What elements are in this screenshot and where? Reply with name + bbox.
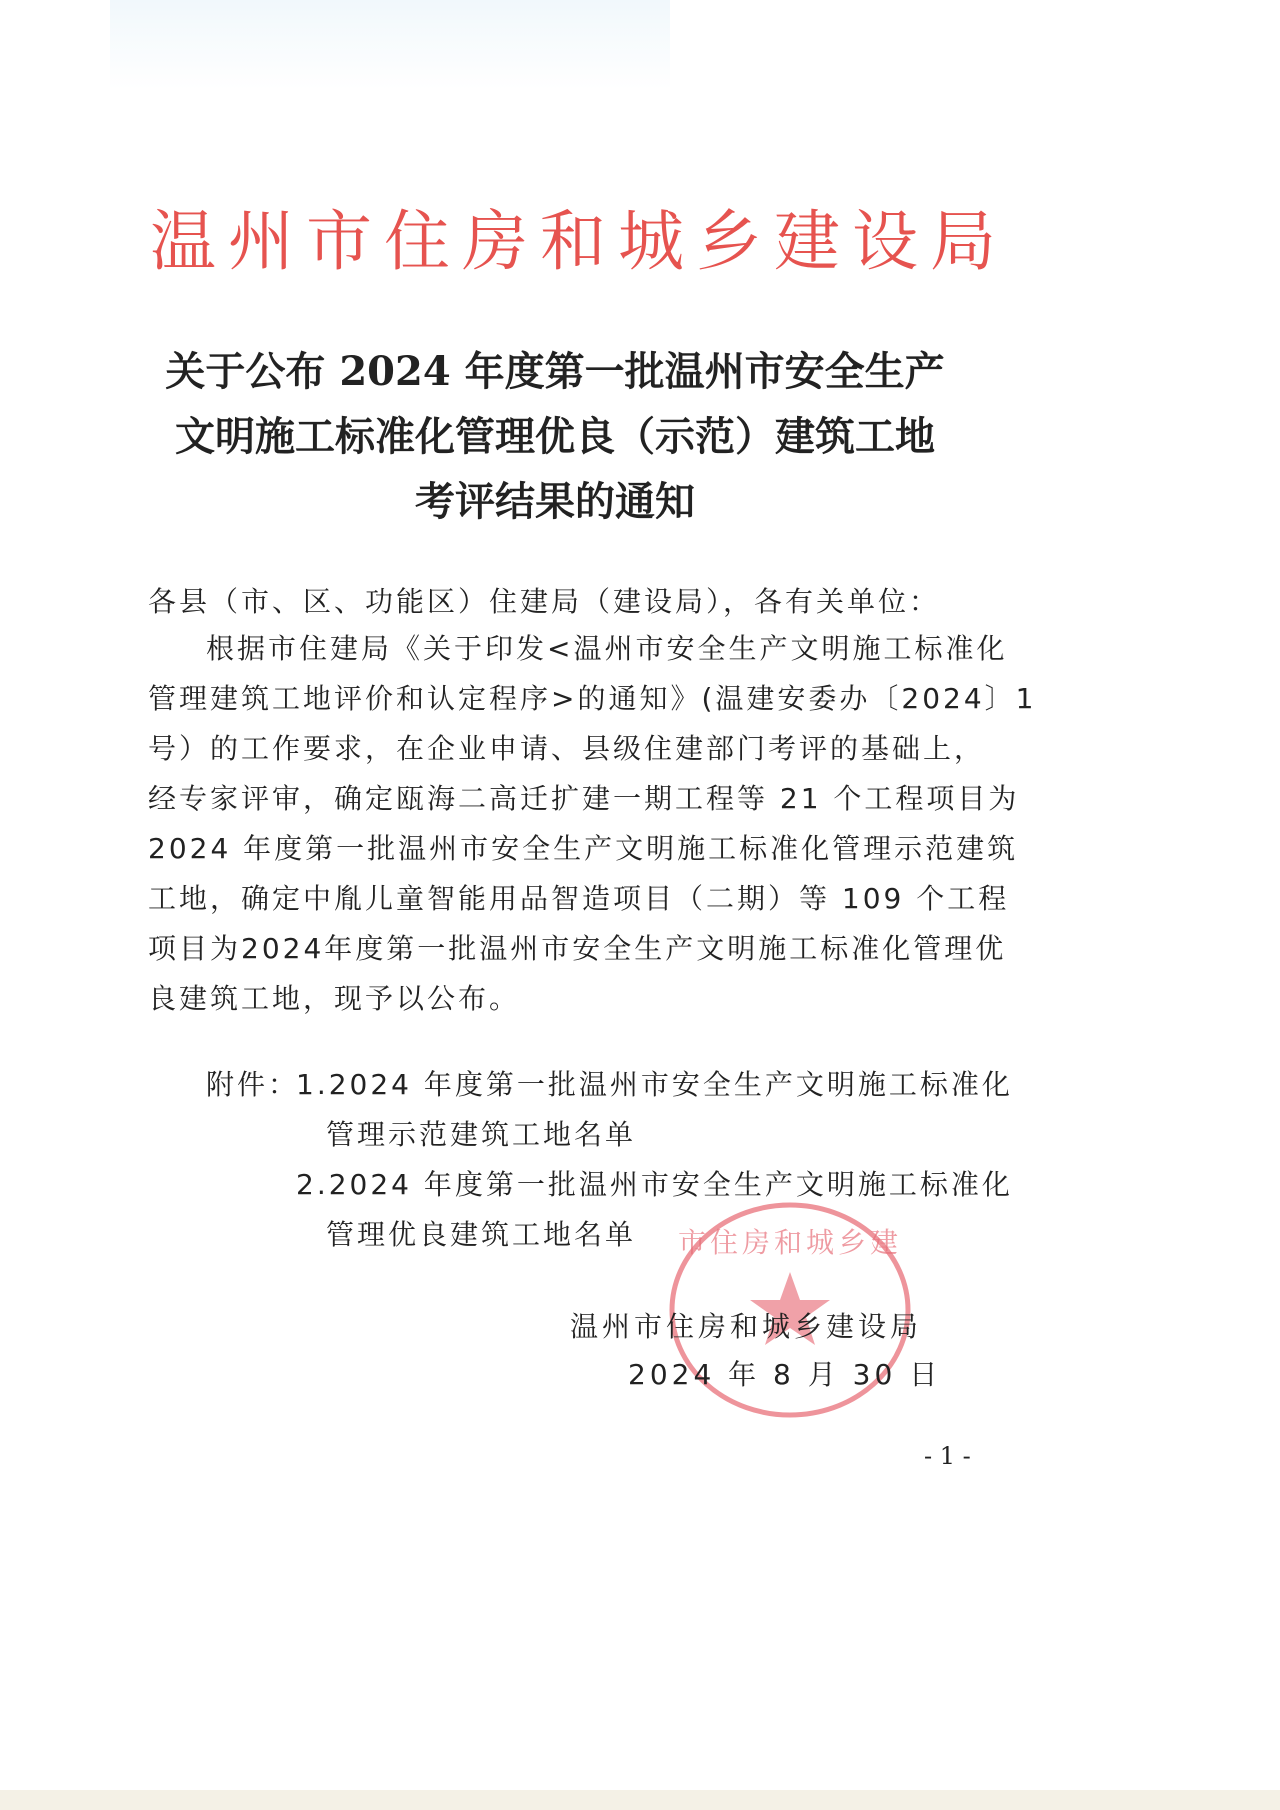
svg-text:市住房和城乡建: 市住房和城乡建: [677, 1226, 903, 1259]
paragraph-line: 2024 年度第一批温州市安全生产文明施工标准化管理示范建筑: [148, 832, 1019, 865]
scan-edge: [0, 1790, 1280, 1810]
attachment-2-line-1[interactable]: 2.2024 年度第一批温州市安全生产文明施工标准化: [296, 1168, 1013, 1201]
attachment-1-line-2[interactable]: 管理示范建筑工地名单: [326, 1118, 637, 1151]
attachment-2-line-2[interactable]: 管理优良建筑工地名单: [326, 1218, 637, 1251]
salutation: 各县（市、区、功能区）住建局（建设局），各有关单位：: [148, 585, 941, 618]
title-line-1: 关于公布 2024 年度第一批温州市安全生产: [165, 348, 945, 395]
paragraph-line: 项目为2024年度第一批温州市安全生产文明施工标准化管理优: [148, 932, 1007, 965]
agency-header: 温州市住房和城乡建设局: [150, 203, 1008, 280]
scan-smudge: [110, 0, 670, 90]
paragraph-line: 工地，确定中胤儿童智能用品智造项目（二期）等 109 个工程: [148, 882, 1010, 915]
title-line-2: 文明施工标准化管理优良（示范）建筑工地: [175, 413, 935, 460]
issue-date: 2024 年 8 月 30 日: [628, 1358, 942, 1391]
paragraph-line: 管理建筑工地评价和认定程序>的通知》(温建安委办〔2024〕1: [148, 682, 1037, 715]
paragraph-line: 号）的工作要求，在企业申请、县级住建部门考评的基础上，: [148, 732, 986, 765]
attachment-1-line-1[interactable]: 1.2024 年度第一批温州市安全生产文明施工标准化: [296, 1068, 1013, 1101]
issuer-signature: 温州市住房和城乡建设局: [570, 1310, 923, 1343]
title-line-3: 考评结果的通知: [415, 478, 695, 525]
page-number: - 1 -: [924, 1442, 971, 1470]
paragraph-line: 根据市住建局《关于印发<温州市安全生产文明施工标准化: [206, 632, 1008, 665]
attachments-label: 附件：: [206, 1068, 300, 1101]
paragraph-line: 良建筑工地，现予以公布。: [148, 982, 521, 1015]
paragraph-line: 经专家评审，确定瓯海二高迁扩建一期工程等 21 个工程项目为: [148, 782, 1020, 815]
